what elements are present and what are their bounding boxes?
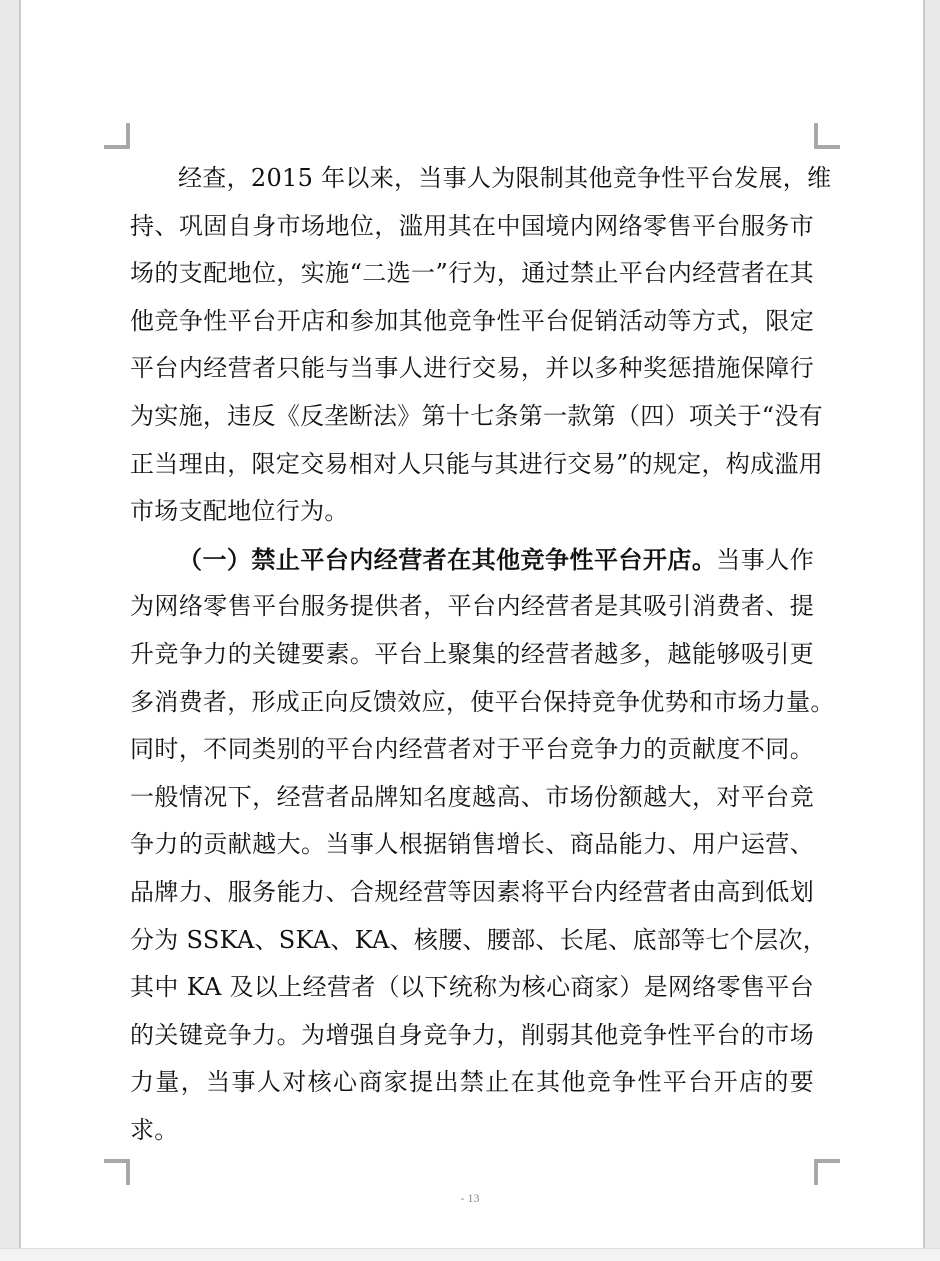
paragraph-findings [130,155,832,536]
text-line: 品牌力、服务能力、合规经营等因素将平台内经营者由高到低划 [130,877,814,906]
text-line: 一般情况下，经营者品牌知名度越高、市场份额越大，对平台竞 [130,782,814,811]
text-line: 同时，不同类别的平台内经营者对于平台竞争力的贡献度不同。 [130,735,814,764]
text-line: 分为 SSKA、SKA、KA、核腰、腰部、长尾、底部等七个层次， [130,925,827,954]
top-left-crop-mark [104,123,130,149]
text-line: 为网络零售平台服务提供者，平台内经营者是其吸引消费者、提 [130,592,814,621]
text-line: 争力的贡献越大。当事人根据销售增长、商品能力、用户运营、 [130,830,814,859]
text-line: 他竞争性平台开店和参加其他竞争性平台促销活动等方式，限定 [130,306,814,335]
text-line: 其中 KA 及以上经营者（以下统称为核心商家）是网络零售平台 [130,973,814,1002]
text-line: 求。 [130,1115,179,1144]
text-line: 多消费者，形成正向反馈效应，使平台保持竞争优势和市场力量。 [130,687,835,716]
document-body [130,155,835,1154]
text-line [130,536,814,584]
text-line: 平台内经营者只能与当事人进行交易，并以多种奖惩措施保障行 [130,354,814,383]
text-line: 力量，当事人对核心商家提出禁止在其他竞争性平台开店的要 [130,1068,814,1097]
page-number: - 13 [460,1191,480,1205]
text-line: 经查，2015 年以来，当事人为限制其他竞争性平台发展，维 [178,164,832,192]
paragraph-section-one [130,536,835,1155]
text-line: 的关键竞争力。为增强自身竞争力，削弱其他竞争性平台的市场 [130,1020,814,1049]
text-line: 持、巩固自身市场地位，滥用其在中国境内网络零售平台服务市 [130,211,814,240]
text-line: 升竞争力的关键要素。平台上聚集的经营者越多，越能够吸引更 [130,639,814,668]
viewer-bottom-edge [0,1248,940,1261]
text-line: 市场支配地位行为。 [130,497,349,526]
top-right-crop-mark [814,123,840,149]
text-line: 为实施，违反《反垄断法》第十七条第一款第（四）项关于“没有 [130,401,823,430]
heading-line-rest: 当事人作 [716,545,814,574]
bottom-left-crop-mark [104,1159,130,1185]
text-line: 场的支配地位，实施“二选一”行为，通过禁止平台内经营者在其 [130,259,814,288]
section-heading: （一）禁止平台内经营者在其他竞争性平台开店。 [178,544,717,574]
text-line: 正当理由，限定交易相对人只能与其进行交易”的规定，构成滥用 [130,449,823,478]
bottom-right-crop-mark [814,1159,840,1185]
